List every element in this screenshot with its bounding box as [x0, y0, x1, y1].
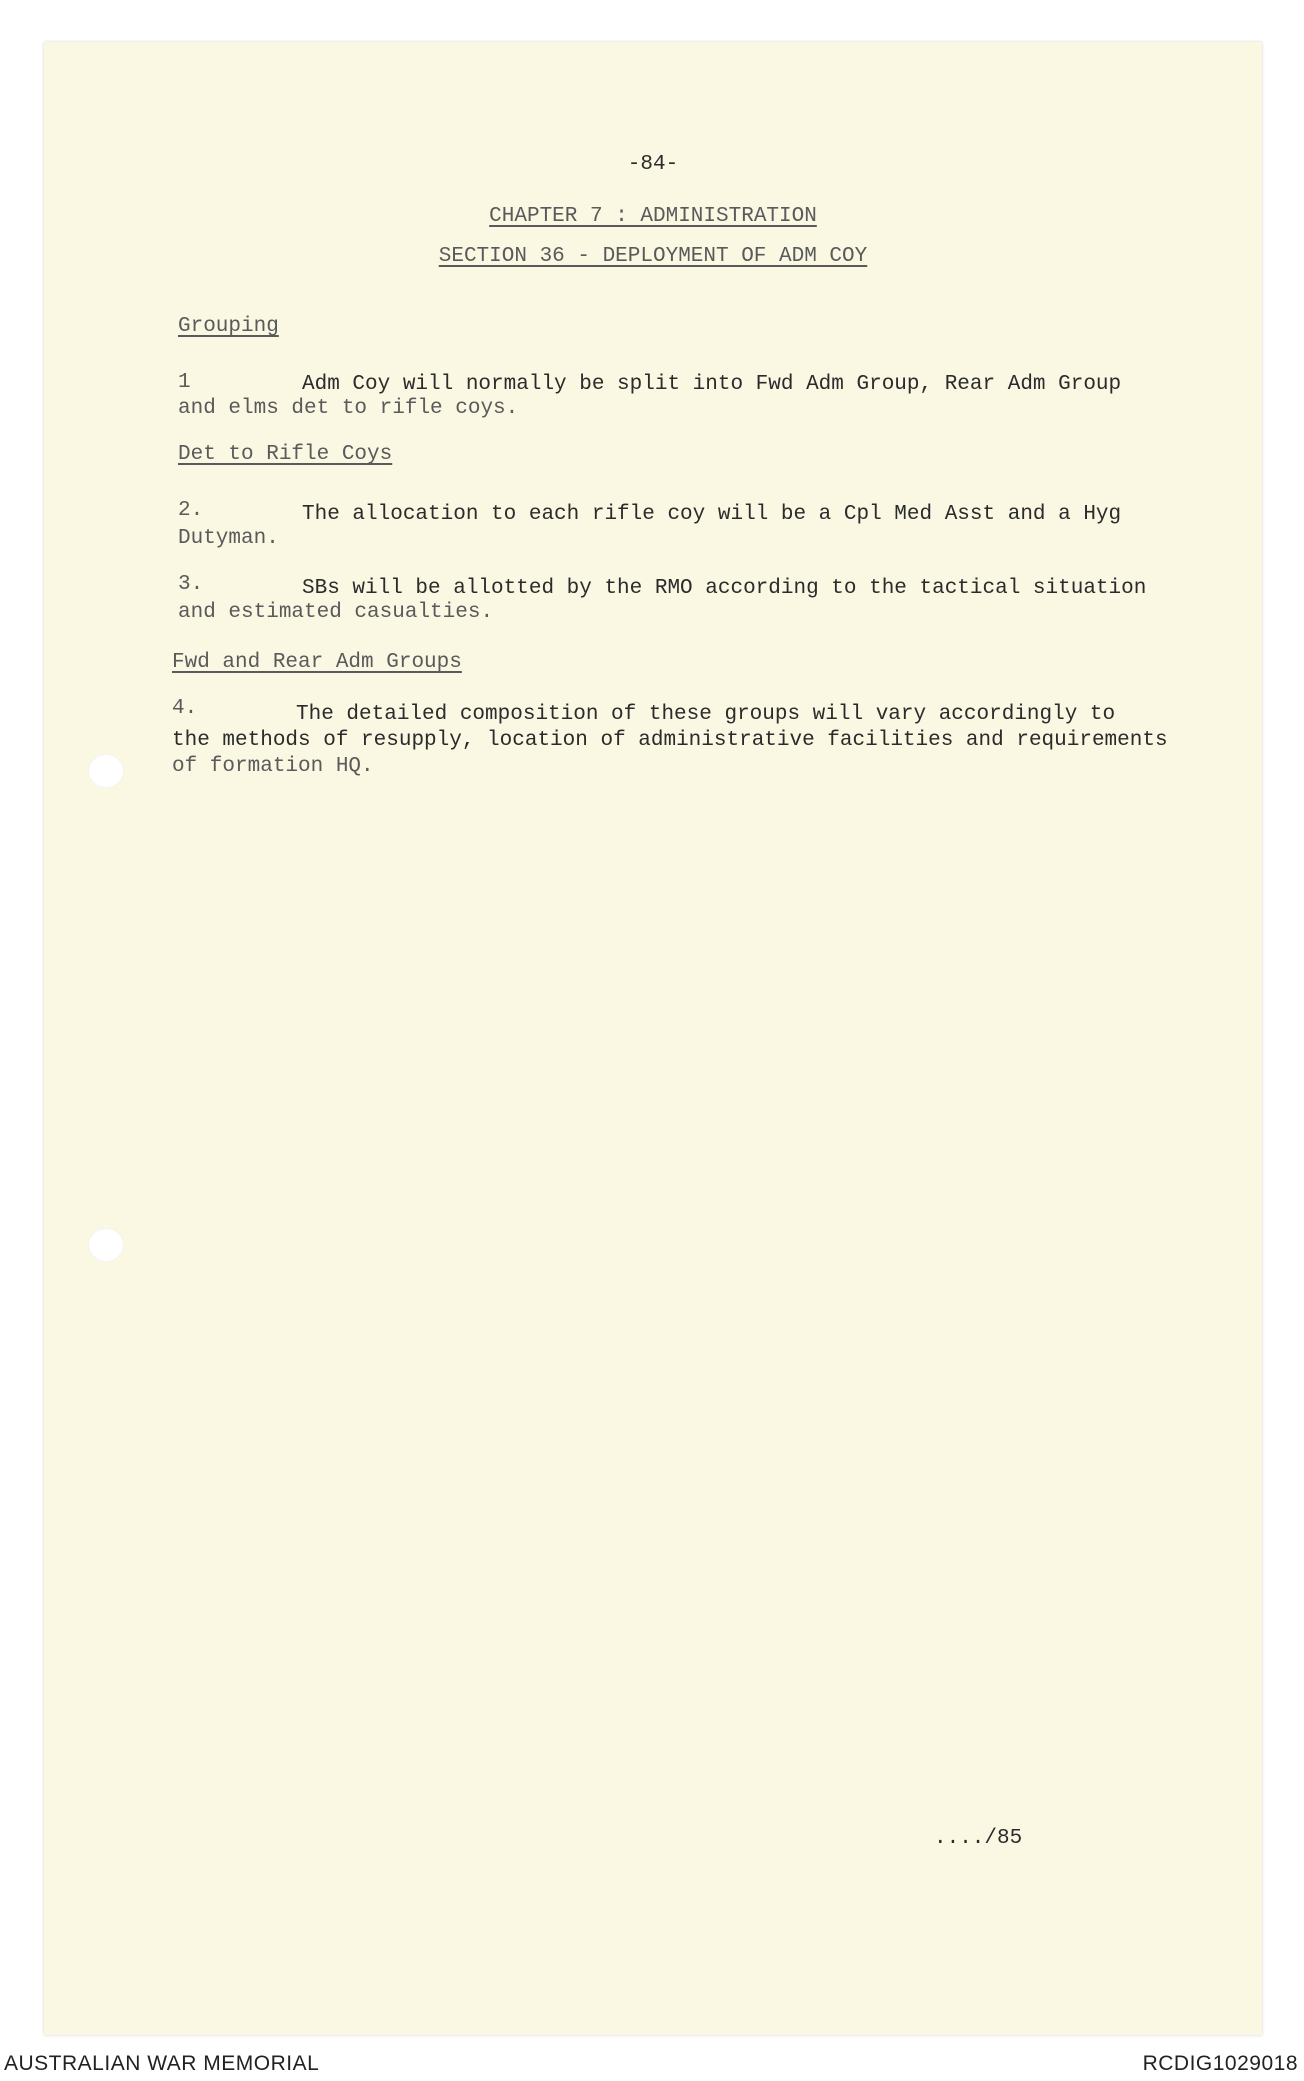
- para-number-2: 2.: [178, 499, 204, 522]
- footer-archive-name: AUSTRALIAN WAR MEMORIAL: [4, 2052, 320, 2075]
- heading-fwd-and-rear-adm-groups: Fwd and Rear Adm Groups: [172, 651, 462, 674]
- para-2-line-2: Dutyman.: [178, 527, 279, 550]
- continuation-marker: ..../85: [934, 1827, 1023, 1850]
- punch-hole-bottom: [88, 1228, 124, 1262]
- document-page: [44, 42, 1262, 2035]
- para-1-line-2: and elms det to rifle coys.: [178, 397, 519, 420]
- section-title: SECTION 36 - DEPLOYMENT OF ADM COY: [438, 245, 868, 268]
- para-3-line-2: and estimated casualties.: [178, 601, 494, 624]
- footer-record-id: RCDIG1029018: [1142, 2052, 1298, 2075]
- punch-hole-top: [88, 754, 124, 788]
- para-4-line-3: of formation HQ.: [172, 755, 374, 778]
- heading-det-to-rifle-coys: Det to Rifle Coys: [178, 443, 393, 466]
- heading-grouping: Grouping: [178, 315, 279, 338]
- page-number: -84-: [627, 153, 679, 176]
- para-4-line-2: the methods of resupply, location of administrative facilities and requirements: [172, 729, 1168, 752]
- para-number-1: 1: [178, 371, 191, 394]
- para-number-4: 4.: [172, 697, 198, 720]
- para-number-3: 3.: [178, 573, 204, 596]
- para-2-line-1: The allocation to each rifle coy will be a Cpl Med Asst and a Hyg: [302, 503, 1122, 526]
- para-4-line-1: The detailed composition of these groups will vary accordingly to: [296, 703, 1116, 726]
- chapter-title: CHAPTER 7 : ADMINISTRATION: [489, 205, 817, 228]
- para-3-line-1: SBs will be allotted by the RMO according to the tactical situation: [302, 577, 1147, 600]
- para-1-line-1: Adm Coy will normally be split into Fwd Adm Group, Rear Adm Group: [302, 373, 1122, 396]
